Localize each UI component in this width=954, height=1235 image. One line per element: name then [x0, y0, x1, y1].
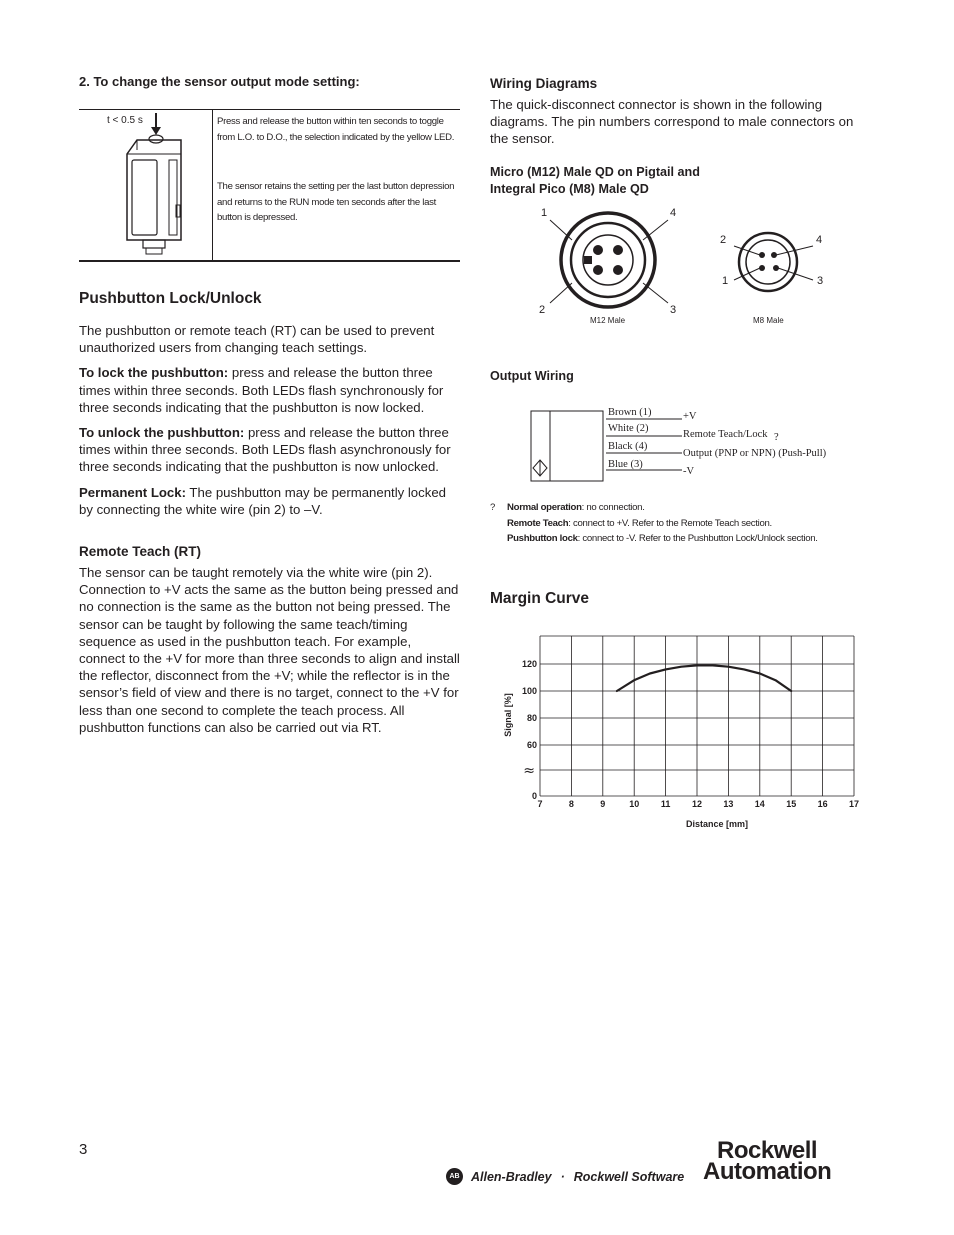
- permanent-lock-paragraph: [79, 484, 460, 518]
- connector-subheading-line1: Micro (M12) Male QD on Pigtail and: [490, 164, 700, 179]
- x-tick-label: 15: [786, 799, 797, 809]
- output-notes: [490, 500, 850, 547]
- m8-pin-4: 4: [816, 234, 823, 246]
- m12-connector: [550, 213, 668, 307]
- left-column: [79, 74, 460, 744]
- note-normal-text: : no connection.: [581, 502, 645, 513]
- target-plus-v: +V: [683, 411, 697, 422]
- target-minus-v: -V: [683, 466, 695, 477]
- page-number: 3: [79, 1141, 88, 1158]
- wiring-text: The quick-disconnect connector is shown in the following diagrams. The pin numbers correspond to male connectors on the sensor.: [490, 97, 854, 147]
- remote-teach-heading: Remote Teach (RT): [79, 544, 202, 560]
- note-lock-label: Pushbutton lock: [507, 533, 578, 544]
- perm-label: Permanent Lock:: [79, 484, 186, 500]
- connector-subheading: [490, 164, 862, 198]
- y-tick-label: 80: [526, 713, 537, 723]
- sensor-drawing: [79, 110, 212, 260]
- m8-pin-2: 2: [720, 234, 727, 246]
- note-lock: [507, 531, 850, 547]
- note-normal-label: Normal operation: [507, 502, 582, 513]
- m8-pin-1: 1: [722, 275, 729, 287]
- lock-paragraph: [79, 364, 460, 416]
- lock-text: press and release the button three times within three seconds. Both LEDs flash synchronously for three seconds indicating that the pushbutton is now locked.: [79, 365, 444, 415]
- output-wiring-heading: Output Wiring: [490, 369, 574, 383]
- right-column: [490, 74, 862, 198]
- x-tick-label: 14: [754, 799, 765, 809]
- x-tick-label: 13: [723, 799, 734, 809]
- m8-label: M8 Male: [753, 316, 784, 325]
- brand-separator: ·: [560, 1169, 565, 1184]
- unlock-text: press and release the button three times within three seconds. Both LEDs flash asynchronously for three seconds indicating that the pushbutton is now unlocked.: [79, 425, 451, 475]
- x-tick-label: 17: [848, 799, 860, 809]
- footer-brands: [446, 1168, 684, 1185]
- note-lines: [507, 500, 850, 547]
- lock-label: To lock the pushbutton:: [79, 365, 229, 381]
- sensor-illustration: [79, 110, 213, 260]
- pushbutton-intro: The pushbutton or remote teach (RT) can be used to prevent unauthorized users from changing teach settings.: [79, 323, 435, 356]
- m12-pin-2: 2: [539, 304, 546, 316]
- y-tick-label: 60: [526, 740, 537, 750]
- x-tick-label: 8: [568, 799, 574, 809]
- note-remote-text: : connect to +V. Refer to the Remote Teach section.: [568, 517, 772, 529]
- m12-label: M12 Male: [590, 316, 626, 325]
- axis-break-icon: ≈: [523, 763, 535, 779]
- m12-pin-4: 4: [670, 207, 677, 219]
- x-tick-label: 10: [629, 799, 640, 809]
- y-axis-label: Signal [%]: [503, 693, 513, 737]
- remote-teach-text: The sensor can be taught remotely via the white wire (pin 2). Connection to +V acts the same as the button being pressed and no connection is the same as the button not being pressed. The sensor can be taught by following the same teach/timing sequence as used in the pushbutton teach. For example, connect to the +V for more than three seconds to align and install the reflector, disconnect from the +V; while the reflector is in the sensor’s field of view and there is no target, connect to the +V for less than one second to complete the teach process. All pushbutton functions can also be carried out via RT.: [79, 565, 460, 735]
- x-tick-label: 12: [691, 799, 703, 809]
- m12-pin-1: 1: [541, 207, 548, 219]
- mode-text-retain: The sensor retains the setting per the last button depression and returns to the RUN mode ten seconds after the last button is depressed.: [217, 181, 455, 223]
- connector-subheading-line2: Integral Pico (M8) Male QD: [490, 181, 649, 196]
- mode-text-toggle: Press and release the button within ten seconds to toggle from L.O. to D.O., the selection indicated by the yellow LED.: [217, 116, 455, 143]
- note-lock-text: : connect to -V. Refer to the Pushbutton Lock/Unlock section.: [577, 533, 818, 544]
- wire-black: Black (4): [608, 441, 648, 452]
- pushbutton-heading: Pushbutton Lock/Unlock: [79, 290, 262, 307]
- y-tick-label: 100: [521, 686, 537, 696]
- allen-bradley-text: Allen-Bradley: [471, 1169, 552, 1184]
- margin-curve-chart: [490, 625, 870, 840]
- note-remote: [507, 516, 850, 532]
- target-remote-teach: Remote Teach/Lock: [683, 429, 768, 440]
- timer-label: t < 0.5 s: [107, 115, 143, 126]
- target-output: Output (PNP or NPN) (Push-Pull): [683, 448, 827, 459]
- note-remote-label: Remote Teach: [507, 517, 569, 529]
- rockwell-software-text: Rockwell Software: [573, 1169, 685, 1184]
- x-tick-label: 7: [537, 799, 543, 809]
- m8-pin-3: 3: [817, 275, 824, 287]
- logo-line-1: Rockwell: [717, 1137, 818, 1164]
- note-marker: ?: [490, 502, 496, 513]
- logo-line-2: Automation: [703, 1158, 832, 1185]
- wire-white: White (2): [608, 423, 649, 434]
- mode-instructions: [213, 110, 460, 260]
- x-tick-label: 16: [817, 799, 828, 809]
- y-tick-label: 120: [521, 659, 537, 669]
- perm-text: The pushbutton may be permanently locked by connecting the white wire (pin 2) to –V.: [79, 484, 447, 517]
- step-heading: 2. To change the sensor output mode setting:: [79, 74, 360, 89]
- m8-connector: [734, 233, 813, 291]
- allen-bradley-logo-icon: AB: [446, 1168, 463, 1185]
- wire-blue: Blue (3): [608, 459, 643, 470]
- unlock-label: To unlock the pushbutton:: [79, 425, 245, 441]
- note-normal: [507, 500, 850, 516]
- remote-teach-marker: ?: [774, 432, 779, 443]
- wiring-heading: Wiring Diagrams: [490, 76, 598, 91]
- wire-brown: Brown (1): [608, 407, 652, 418]
- x-axis-label: Distance [mm]: [685, 819, 749, 829]
- y-tick-label: 0: [531, 791, 537, 801]
- output-mode-table: [79, 109, 460, 262]
- unlock-paragraph: [79, 424, 460, 476]
- margin-curve-heading: Margin Curve: [490, 590, 590, 607]
- x-tick-label: 9: [600, 799, 606, 809]
- connector-diagrams: [530, 200, 860, 335]
- margin-curve-line: [617, 665, 791, 691]
- x-tick-label: 11: [660, 799, 671, 809]
- rockwell-automation-logo: [703, 1137, 832, 1185]
- m12-pin-3: 3: [670, 304, 677, 316]
